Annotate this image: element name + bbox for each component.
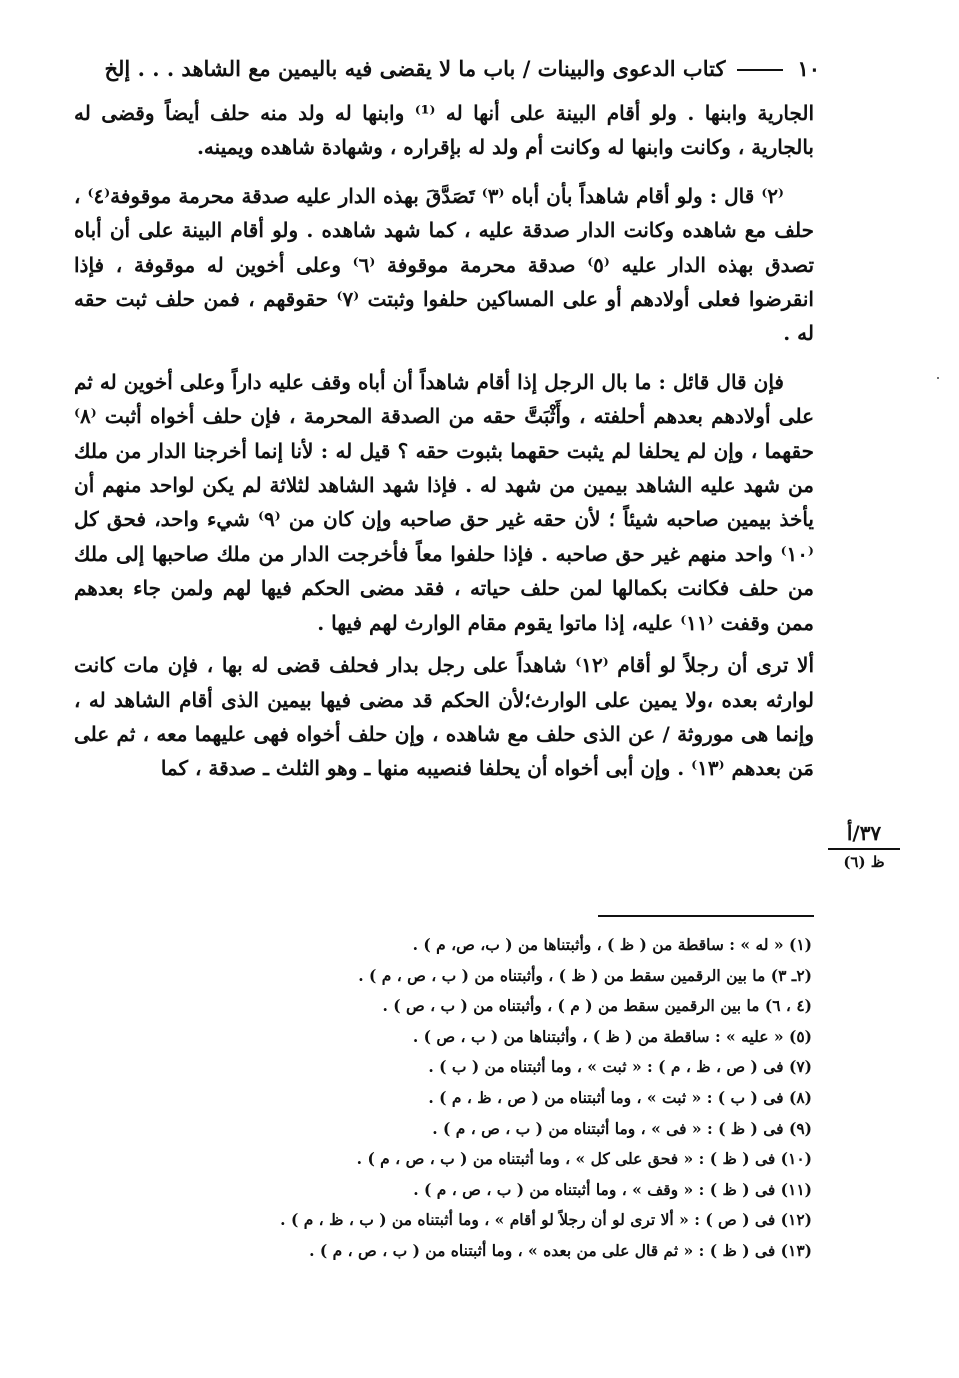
footnote-item: (٨) فى ( ب ) : « ثبت » ، وما أثبتناه من ( ص ، ظ ، م ) . [428,1087,812,1107]
footnote-item: (١) « له » : ساقطة من ( ظ ) ، وأثبتناها من ( ب، ص، م ) . [412,935,812,954]
folio-rule [828,848,900,850]
main-text [74,96,814,794]
footnote-item: (٥) « عليه » : ساقطة من ( ظ ) ، وأثبتناها من ( ب ، ص ) . [412,1026,812,1046]
paragraph-2: ⁽٢⁾ قال : ولو أقام شاهداً بأن أباه ⁽٣⁾ تَصَدَّقَ بهذه الدار عليه صدقة محرمة موقوفة⁽٤⁾ ، حلف مع شاهده وكانت الدار صدقة عليه ، كما شهد شاهده . ولو أقام البينة على أن أباه تصدق بهذه الدار عليه ⁽٥⁾ صدقة محرمة موقوفة ⁽٦⁾ وعلى أخوين له موقوفة ، فإذا انقرضوا فعلى أولادهم أو على المساكين حلفوا وثبتت ⁽٧⁾ حقوقهم ، فمن حلف ثبت حقه له . [74,183,815,346]
footnote-item: (٩) فى ( ظ ) : « فى » ، وما أثبتناه من ( ب ، ص ، م ) . [432,1118,812,1138]
footnote-item: (١٠) فى ( ظ ) : « فحق على كل » ، وما أثبتناه من ( ب ، ص ، م ) . [356,1149,812,1169]
paragraph-1: الجارية وابنها . ولو أقام البينة على أنها له ⁽¹⁾ وابنها له ولد منه حلف أيضاً وقضى له بالجارية ، وكانت وابنها له وكانت أم ولد له بإقراره ، وشهادة شاهده ويمينه. [74,101,815,160]
scan-speck [937,377,939,379]
running-header [60,48,820,88]
footnotes [180,930,812,1267]
header-rule [737,69,783,71]
paragraph-3: فإن قال قائل : ما بال الرجل إذا أقام شاهداً أن أباه وقف عليه داراً وعلى أخوين له ثم على أولادهم بعدهم أحلفته ، وأَثْبَتَّ حقه من الصدقة المحرمة ، فإن حلف أخواه أثبت ⁽٨⁾ حقهما ، وإن لم يحلفا لم يثبت حقهما بثبوت حقه ؟ قيل له : لأنا إنما أخرجنا الدار من ملك من شهد عليه الشاهد بيمين من شهد له . فإذا شهد الشاهد لثلاثة لم يكن لواحد منهم أن يأخذ بيمين صاحبه شيئاً ؛ لأن حقه غير حق صاحبه وإن كان من ⁽٩⁾ شيء واحد، فحق كل ⁽١٠⁾ واحد منهم غير حق صاحبه . فإذا حلفوا معاً فأخرجت الدار من ملك صاحبها إلى ملك من حلف فكانت بكمالها لمن حلف حياته ، فقد مضى الحكم فيها لهم ولمن جاء بعدهم ممن وقفت ⁽١١⁾ عليه، إذا ماتوا يقوم مقام الوارث لهم فيها . [74,369,814,635]
manuscript-folio-note [822,820,906,872]
footnote-separator [598,915,814,917]
footnote-item: (١٣) فى ( ظ ) : « ثم قال على من بعده » ، وما أثبتناه من ( ب ، ص ، م ) . [309,1240,812,1260]
header-title: كتاب الدعوى والبينات / باب ما لا يقضى فيه باليمين مع الشاهد . . . إلخ [104,55,726,81]
page-number: ١٠ [797,55,820,81]
footnote-item: (٤ ، ٦) ما بين الرقمين سقط من ( م ) ، وأثبتناه من ( ب ، ص ) . [382,996,812,1016]
footnote-item: (٧) فى ( ص ، ظ ، م ) : « ثبت » ، وما أثبتناه من ( ب ) . [428,1057,812,1077]
footnote-item: (٢ـ ٣) ما بين الرقمين سقط من ( ظ ) ، وأثبتناه من ( ب ، ص ، م ) . [358,965,812,985]
manuscript-ref: ظ (٦) [843,853,885,871]
footnote-item: (١١) فى ( ظ ) : « وقف » ، وما أثبتناه من ( ب ، ص ، م ) . [413,1179,812,1199]
footnote-item: (١٢) فى ( ص ) : « ألا ترى لو أن رجلاً لو أقام » ، وما أثبتناه من ( ب ، ظ ، م ) . [280,1210,812,1230]
folio-number: ٣٧/أ [846,821,882,845]
paragraph-4: ألا ترى أن رجلاً لو أقام ⁽١٢⁾ شاهداً على رجل بدار فحلف قضى له بها ، فإن مات كانت لوارثه بعده ،ولا يمين على الوارث؛لأن الحكم قد مضى فيها بيمين الذى أقام الشاهد له ، وإنما هى موروثة / عن الذى حلف مع شاهده ، وإن حلف أخواه فهى عليهما معه ، ثم على مَن بعدهم ⁽١٣⁾ . وإن أبى أخواه أن يحلفا فنصيبه منها ـ وهو الثلث ـ صدقة ، كما [74,653,815,781]
